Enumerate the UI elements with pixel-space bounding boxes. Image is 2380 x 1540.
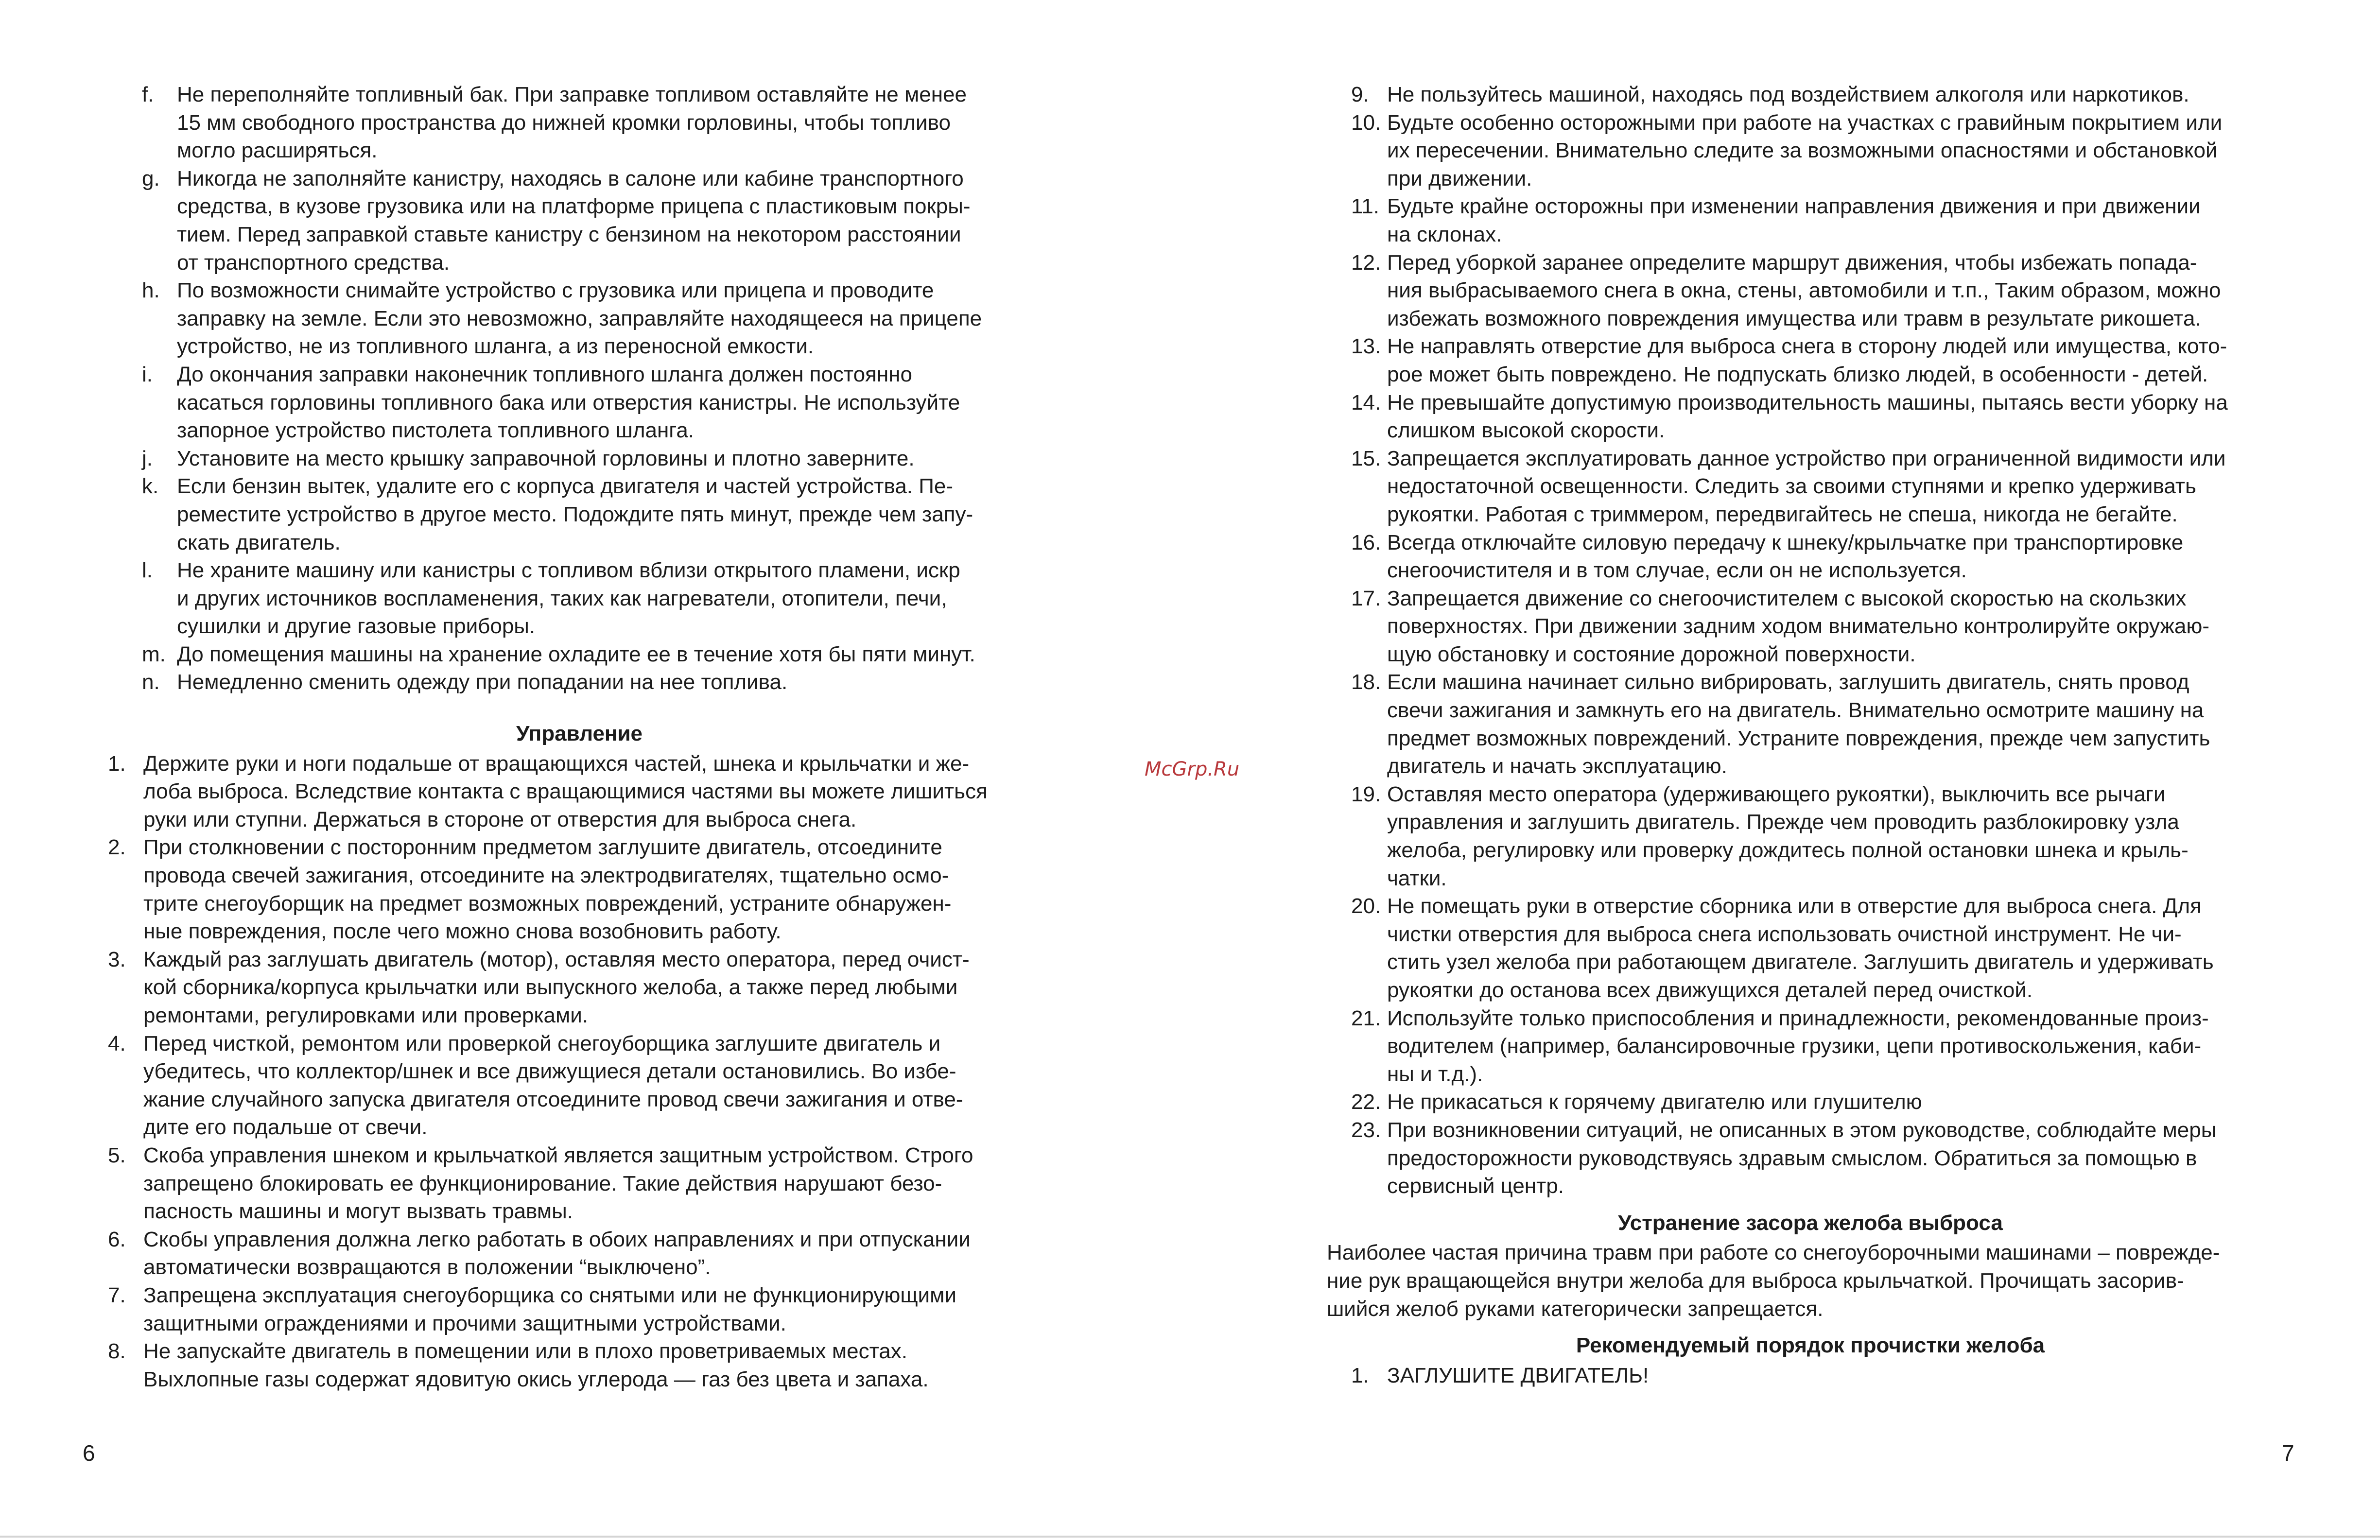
list-marker: 2. bbox=[108, 835, 126, 860]
list-marker: 13. bbox=[1351, 334, 1381, 359]
list-marker: f. bbox=[142, 83, 154, 106]
list-marker: 11. bbox=[1351, 194, 1379, 219]
left-page-content bbox=[103, 81, 1056, 1393]
list-marker: h. bbox=[142, 278, 160, 303]
list-item-line: скать двигатель. bbox=[177, 530, 341, 554]
list-marker: 18. bbox=[1351, 670, 1381, 694]
list-item-line: Будьте особенно осторожными при работе на участках с гравийным покрытием или bbox=[1387, 110, 2223, 135]
paragraph-line: шийся желоб руками категорически запрещается. bbox=[1327, 1297, 1824, 1321]
list-item-line: могло расширяться. bbox=[177, 138, 378, 163]
list-item-line: кой сборника/корпуса крыльчатки или выпускного желоба, а также перед любыми bbox=[143, 975, 958, 1000]
list-item-line: рое может быть повреждено. Не подпускать близко людей, в особенности - детей. bbox=[1387, 362, 2208, 386]
list-marker: 21. bbox=[1351, 1006, 1381, 1030]
list-item-line: управления и заглушить двигатель. Прежде чем проводить разблокировку узла bbox=[1387, 810, 2179, 834]
list-marker: m. bbox=[142, 642, 166, 666]
list-item-line: их пересечении. Внимательно следите за возможными опасностями и обстановкой bbox=[1387, 138, 2218, 163]
list-item-line: ЗАГЛУШИТЕ ДВИГАТЕЛЬ! bbox=[1387, 1363, 1649, 1387]
list-marker: 19. bbox=[1351, 782, 1381, 806]
list-item-line: Всегда отключайте силовую передачу к шнеку/крыльчатке при транспортировке bbox=[1387, 530, 2184, 554]
watermark: McGrp.Ru bbox=[1145, 758, 1240, 780]
list-item bbox=[1327, 780, 2294, 892]
control-safety-list bbox=[103, 750, 1056, 1394]
list-item-line: Не переполняйте топливный бак. При заправке топливом оставляйте не менее bbox=[177, 83, 967, 106]
cleaning-procedure-list bbox=[1327, 1362, 2294, 1390]
list-item bbox=[103, 277, 1056, 361]
list-item-line: Не направлять отверстие для выброса снега в сторону людей или имущества, кото- bbox=[1387, 334, 2227, 359]
bottom-divider bbox=[0, 1536, 2380, 1538]
list-item-line: защитными ограждениями и прочими защитными устройствами. bbox=[143, 1311, 786, 1335]
list-item bbox=[1327, 1088, 2294, 1116]
list-item bbox=[103, 556, 1056, 640]
operation-safety-list bbox=[1327, 81, 2294, 1200]
right-page-content bbox=[1327, 81, 2294, 1389]
list-marker: 16. bbox=[1351, 530, 1381, 554]
list-item-line: стить узел желоба при работающем двигателе. Заглушить двигатель и удерживать bbox=[1387, 950, 2214, 974]
list-item-line: Оставляя место оператора (удерживающего рукоятки), выключить все рычаги bbox=[1387, 782, 2166, 806]
list-item bbox=[1327, 389, 2294, 445]
page-number-right: 7 bbox=[2282, 1440, 2294, 1466]
list-item-line: устройство, не из топливного шланга, а из переносной емкости. bbox=[177, 334, 814, 359]
list-item-line: рукоятки. Работая с триммером, передвигайтесь не спеша, никогда не бегайте. bbox=[1387, 502, 2178, 526]
list-item-line: ны и т.д.). bbox=[1387, 1062, 1483, 1086]
list-item-line: Не помещать руки в отверстие сборника или в отверстие для выброса снега. Для bbox=[1387, 894, 2202, 918]
list-item-line: лоба выброса. Вследствие контакта с вращающимися частями вы можете лишиться bbox=[143, 779, 988, 804]
list-item-line: трите снегоуборщик на предмет возможных повреждений, устраните обнаружен- bbox=[143, 891, 952, 916]
list-item-line: ремонтами, регулировками или проверками. bbox=[143, 1004, 589, 1027]
list-marker: 3. bbox=[108, 947, 126, 971]
list-item-line: двигатель и начать эксплуатацию. bbox=[1387, 754, 1727, 779]
list-item-line: и других источников воспламенения, таких как нагреватели, отопители, печи, bbox=[177, 586, 947, 610]
list-item bbox=[1327, 1116, 2294, 1200]
list-marker: 4. bbox=[108, 1031, 126, 1056]
list-item-line: Если бензин вытек, удалите его с корпуса двигателя и частей устройства. Пе- bbox=[177, 474, 953, 499]
list-item-line: Будьте крайне осторожны при изменении направления движения и при движении bbox=[1387, 194, 2201, 219]
section-title-chute-clearing: Устранение засора желоба выброса bbox=[1618, 1211, 2003, 1235]
list-item-line: Скобы управления должна легко работать в обоих направлениях и при отпускании bbox=[143, 1227, 971, 1251]
list-marker: l. bbox=[142, 558, 153, 583]
list-item bbox=[1327, 445, 2294, 529]
list-item-line: По возможности снимайте устройство с грузовика или прицепа и проводите bbox=[177, 278, 934, 303]
list-marker: 8. bbox=[108, 1339, 126, 1364]
list-item-line: Установите на место крышку заправочной горловины и плотно заверните. bbox=[177, 446, 915, 470]
list-item-line: Скоба управления шнеком и крыльчаткой является защитным устройством. Строго bbox=[143, 1143, 973, 1167]
section-title-control: Управление bbox=[516, 722, 643, 746]
list-marker: 7. bbox=[108, 1283, 126, 1307]
list-item-line: Не прикасаться к горячему двигателю или глушителю bbox=[1387, 1090, 1922, 1114]
list-item bbox=[103, 445, 1056, 473]
list-item bbox=[1327, 668, 2294, 780]
list-marker: 1. bbox=[1351, 1363, 1369, 1387]
list-marker: 1. bbox=[108, 751, 126, 776]
list-item-line: автоматически возвращаются в положении “выключено”. bbox=[143, 1255, 711, 1280]
list-item bbox=[103, 1337, 1056, 1393]
list-marker: 6. bbox=[108, 1227, 126, 1251]
list-item bbox=[103, 1281, 1056, 1337]
list-item bbox=[103, 81, 1056, 165]
list-item-line: поверхностях. При движении задним ходом внимательно контролируйте окружаю- bbox=[1387, 614, 2210, 639]
list-item bbox=[1327, 249, 2294, 333]
list-item bbox=[103, 1030, 1056, 1142]
list-marker: j. bbox=[142, 446, 153, 470]
list-marker: 20. bbox=[1351, 894, 1381, 918]
list-item-line: Держите руки и ноги подальше от вращающихся частей, шнека и крыльчатки и же- bbox=[143, 751, 970, 776]
list-item bbox=[103, 946, 1056, 1030]
list-item-line: жание случайного запуска двигателя отсоедините провод свечи зажигания и отве- bbox=[143, 1087, 963, 1111]
list-item bbox=[1327, 332, 2294, 388]
list-item-line: При возникновении ситуаций, не описанных в этом руководстве, соблюдайте меры bbox=[1387, 1118, 2217, 1142]
list-item-line: Каждый раз заглушать двигатель (мотор), оставляя место оператора, перед очист- bbox=[143, 947, 970, 971]
list-marker: 23. bbox=[1351, 1118, 1381, 1142]
list-marker: 17. bbox=[1351, 586, 1381, 610]
list-item-line: недостаточной освещенности. Следить за своими ступнями и крепко удерживать bbox=[1387, 474, 2196, 499]
list-item bbox=[103, 640, 1056, 669]
list-marker: i. bbox=[142, 362, 153, 386]
list-item bbox=[1327, 1004, 2294, 1089]
list-item bbox=[103, 1142, 1056, 1226]
list-marker: 22. bbox=[1351, 1090, 1381, 1114]
list-item-line: Запрещается движение со снегоочистителем с высокой скоростью на скользких bbox=[1387, 586, 2187, 610]
list-item-line: свечи зажигания и замкнуть его на двигатель. Внимательно осмотрите машину на bbox=[1387, 698, 2204, 723]
list-item bbox=[103, 361, 1056, 445]
list-item-line: Не превышайте допустимую производительность машины, пытаясь вести уборку на bbox=[1387, 390, 2228, 415]
list-item-line: ные повреждения, после чего можно снова возобновить работу. bbox=[143, 919, 782, 944]
list-marker: 12. bbox=[1351, 250, 1381, 275]
list-marker: 14. bbox=[1351, 390, 1381, 415]
paragraph-line: Наиболее частая причина травм при работе со снегоуборочными машинами – поврежде- bbox=[1327, 1241, 2220, 1265]
list-item-line: Никогда не заполняйте канистру, находясь в салоне или кабине транспортного bbox=[177, 166, 964, 190]
list-item bbox=[1327, 585, 2294, 669]
list-item-line: ния выбрасываемого снега в окна, стены, автомобили и т.п., Таким образом, можно bbox=[1387, 278, 2221, 303]
list-item-line: предмет возможных повреждений. Устраните повреждения, прежде чем запустить bbox=[1387, 726, 2210, 750]
list-item bbox=[103, 833, 1056, 945]
list-item-line: До помещения машины на хранение охладите ее в течение хотя бы пяти минут. bbox=[177, 642, 975, 666]
list-item bbox=[103, 668, 1056, 696]
list-item bbox=[1327, 529, 2294, 585]
list-item-line: Запрещена эксплуатация снегоуборщика со снятыми или не функционирующими bbox=[143, 1283, 956, 1307]
section-title-cleaning-procedure: Рекомендуемый порядок прочистки желоба bbox=[1576, 1333, 2045, 1358]
list-marker: 5. bbox=[108, 1143, 126, 1167]
list-item bbox=[1327, 109, 2294, 193]
list-item bbox=[103, 1226, 1056, 1281]
list-item-line: тием. Перед заправкой ставьте канистру с бензином на некотором расстоянии bbox=[177, 222, 961, 246]
list-marker: 9. bbox=[1351, 83, 1369, 106]
page-number-left: 6 bbox=[83, 1440, 95, 1466]
list-marker: g. bbox=[142, 166, 160, 190]
list-item-line: Не храните машину или канистры с топливом вблизи открытого пламени, искр bbox=[177, 558, 960, 583]
list-item-line: чатки. bbox=[1387, 866, 1447, 890]
list-item-line: касаться горловины топливного бака или отверстия канистры. Не используйте bbox=[177, 390, 960, 415]
list-item-line: средства, в кузове грузовика или на платформе прицепа с пластиковым покры- bbox=[177, 194, 971, 219]
list-item-line: на склонах. bbox=[1387, 222, 1502, 246]
list-item-line: дите его подальше от свечи. bbox=[143, 1115, 428, 1140]
list-item bbox=[1327, 892, 2294, 1004]
list-item-line: Немедленно сменить одежду при попадании на нее топлива. bbox=[177, 670, 788, 694]
list-item-line: при движении. bbox=[1387, 166, 1532, 190]
list-item-line: Перед чисткой, ремонтом или проверкой снегоуборщика заглушите двигатель и bbox=[143, 1031, 941, 1056]
chute-clearing-paragraph bbox=[1327, 1239, 2294, 1323]
list-item-line: сушилки и другие газовые приборы. bbox=[177, 614, 536, 639]
paragraph-line: ние рук вращающейся внутри желоба для выброса крыльчаткой. Прочищать засорив- bbox=[1327, 1268, 2184, 1293]
list-item-line: запорное устройство пистолета топливного шланга. bbox=[177, 418, 695, 443]
list-item-line: от транспортного средства. bbox=[177, 250, 450, 275]
list-marker: n. bbox=[142, 670, 160, 694]
list-item-line: предосторожности руководствуясь здравым смыслом. Обратиться за помощью в bbox=[1387, 1146, 2197, 1170]
list-item bbox=[1327, 81, 2294, 109]
list-item-line: провода свечей зажигания, отсоедините на электродвигателях, тщательно осмо- bbox=[143, 864, 949, 888]
list-item bbox=[103, 750, 1056, 834]
list-item-line: запрещено блокировать ее функционирование. Такие действия нарушают безо- bbox=[143, 1171, 942, 1195]
list-item-line: желоба, регулировку или проверку дождитесь полной остановки шнека и крыль- bbox=[1387, 838, 2189, 863]
list-item-line: убедитесь, что коллектор/шнек и все движущиеся детали остановились. Во избе- bbox=[143, 1059, 956, 1084]
list-marker: 15. bbox=[1351, 446, 1381, 470]
list-item bbox=[1327, 192, 2294, 248]
list-item-line: слишком высокой скорости. bbox=[1387, 418, 1665, 443]
list-item-line: Запрещается эксплуатировать данное устройство при ограниченной видимости или bbox=[1387, 446, 2226, 470]
list-item-line: водителем (например, балансировочные грузики, цепи противоскольжения, каби- bbox=[1387, 1034, 2202, 1058]
list-item-line: сервисный центр. bbox=[1387, 1174, 1564, 1198]
list-item-line: щую обстановку и состояние дорожной поверхности. bbox=[1387, 642, 1916, 666]
list-item-line: Используйте только приспособления и принадлежности, рекомендованные произ- bbox=[1387, 1006, 2209, 1030]
list-item-line: чистки отверстия для выброса снега использовать очистной инструмент. Не чи- bbox=[1387, 922, 2182, 946]
list-item bbox=[103, 472, 1056, 556]
list-item-line: заправку на земле. Если это невозможно, заправляйте находящееся на прицепе bbox=[177, 306, 982, 330]
list-item-line: Если машина начинает сильно вибрировать, заглушить двигатель, снять провод bbox=[1387, 670, 2189, 694]
list-item-line: реместите устройство в другое место. Подождите пять минут, прежде чем запу- bbox=[177, 502, 973, 526]
list-marker: k. bbox=[142, 474, 159, 499]
list-item-line: Не запускайте двигатель в помещении или в плохо проветриваемых местах. bbox=[143, 1339, 907, 1364]
list-item-line: пасность машины и могут вызвать травмы. bbox=[143, 1199, 573, 1224]
list-item-line: При столкновении с посторонним предметом заглушите двигатель, отсоедините bbox=[143, 835, 942, 860]
list-marker: 10. bbox=[1351, 110, 1381, 135]
list-item-line: Перед уборкой заранее определите маршрут движения, чтобы избежать попада- bbox=[1387, 250, 2197, 275]
fuel-safety-list bbox=[103, 81, 1056, 696]
list-item-line: 15 мм свободного пространства до нижней кромки горловины, чтобы топливо bbox=[177, 110, 951, 135]
list-item-line: руки или ступни. Держаться в стороне от отверстия для выброса снега. bbox=[143, 807, 857, 831]
list-item bbox=[103, 165, 1056, 277]
list-item-line: Выхлопные газы содержат ядовитую окись углерода — газ без цвета и запаха. bbox=[143, 1367, 929, 1391]
list-item-line: Не пользуйтесь машиной, находясь под воздействием алкоголя или наркотиков. bbox=[1387, 83, 2189, 106]
list-item bbox=[1327, 1362, 2294, 1390]
list-item-line: рукоятки до останова всех движущихся деталей перед очисткой. bbox=[1387, 978, 2033, 1002]
list-item-line: До окончания заправки наконечник топливного шланга должен постоянно bbox=[177, 362, 912, 386]
list-item-line: снегоочистителя и в том случае, если он не используется. bbox=[1387, 558, 1967, 583]
list-item-line: избежать возможного повреждения имущества или травм в результате рикошета. bbox=[1387, 306, 2201, 330]
